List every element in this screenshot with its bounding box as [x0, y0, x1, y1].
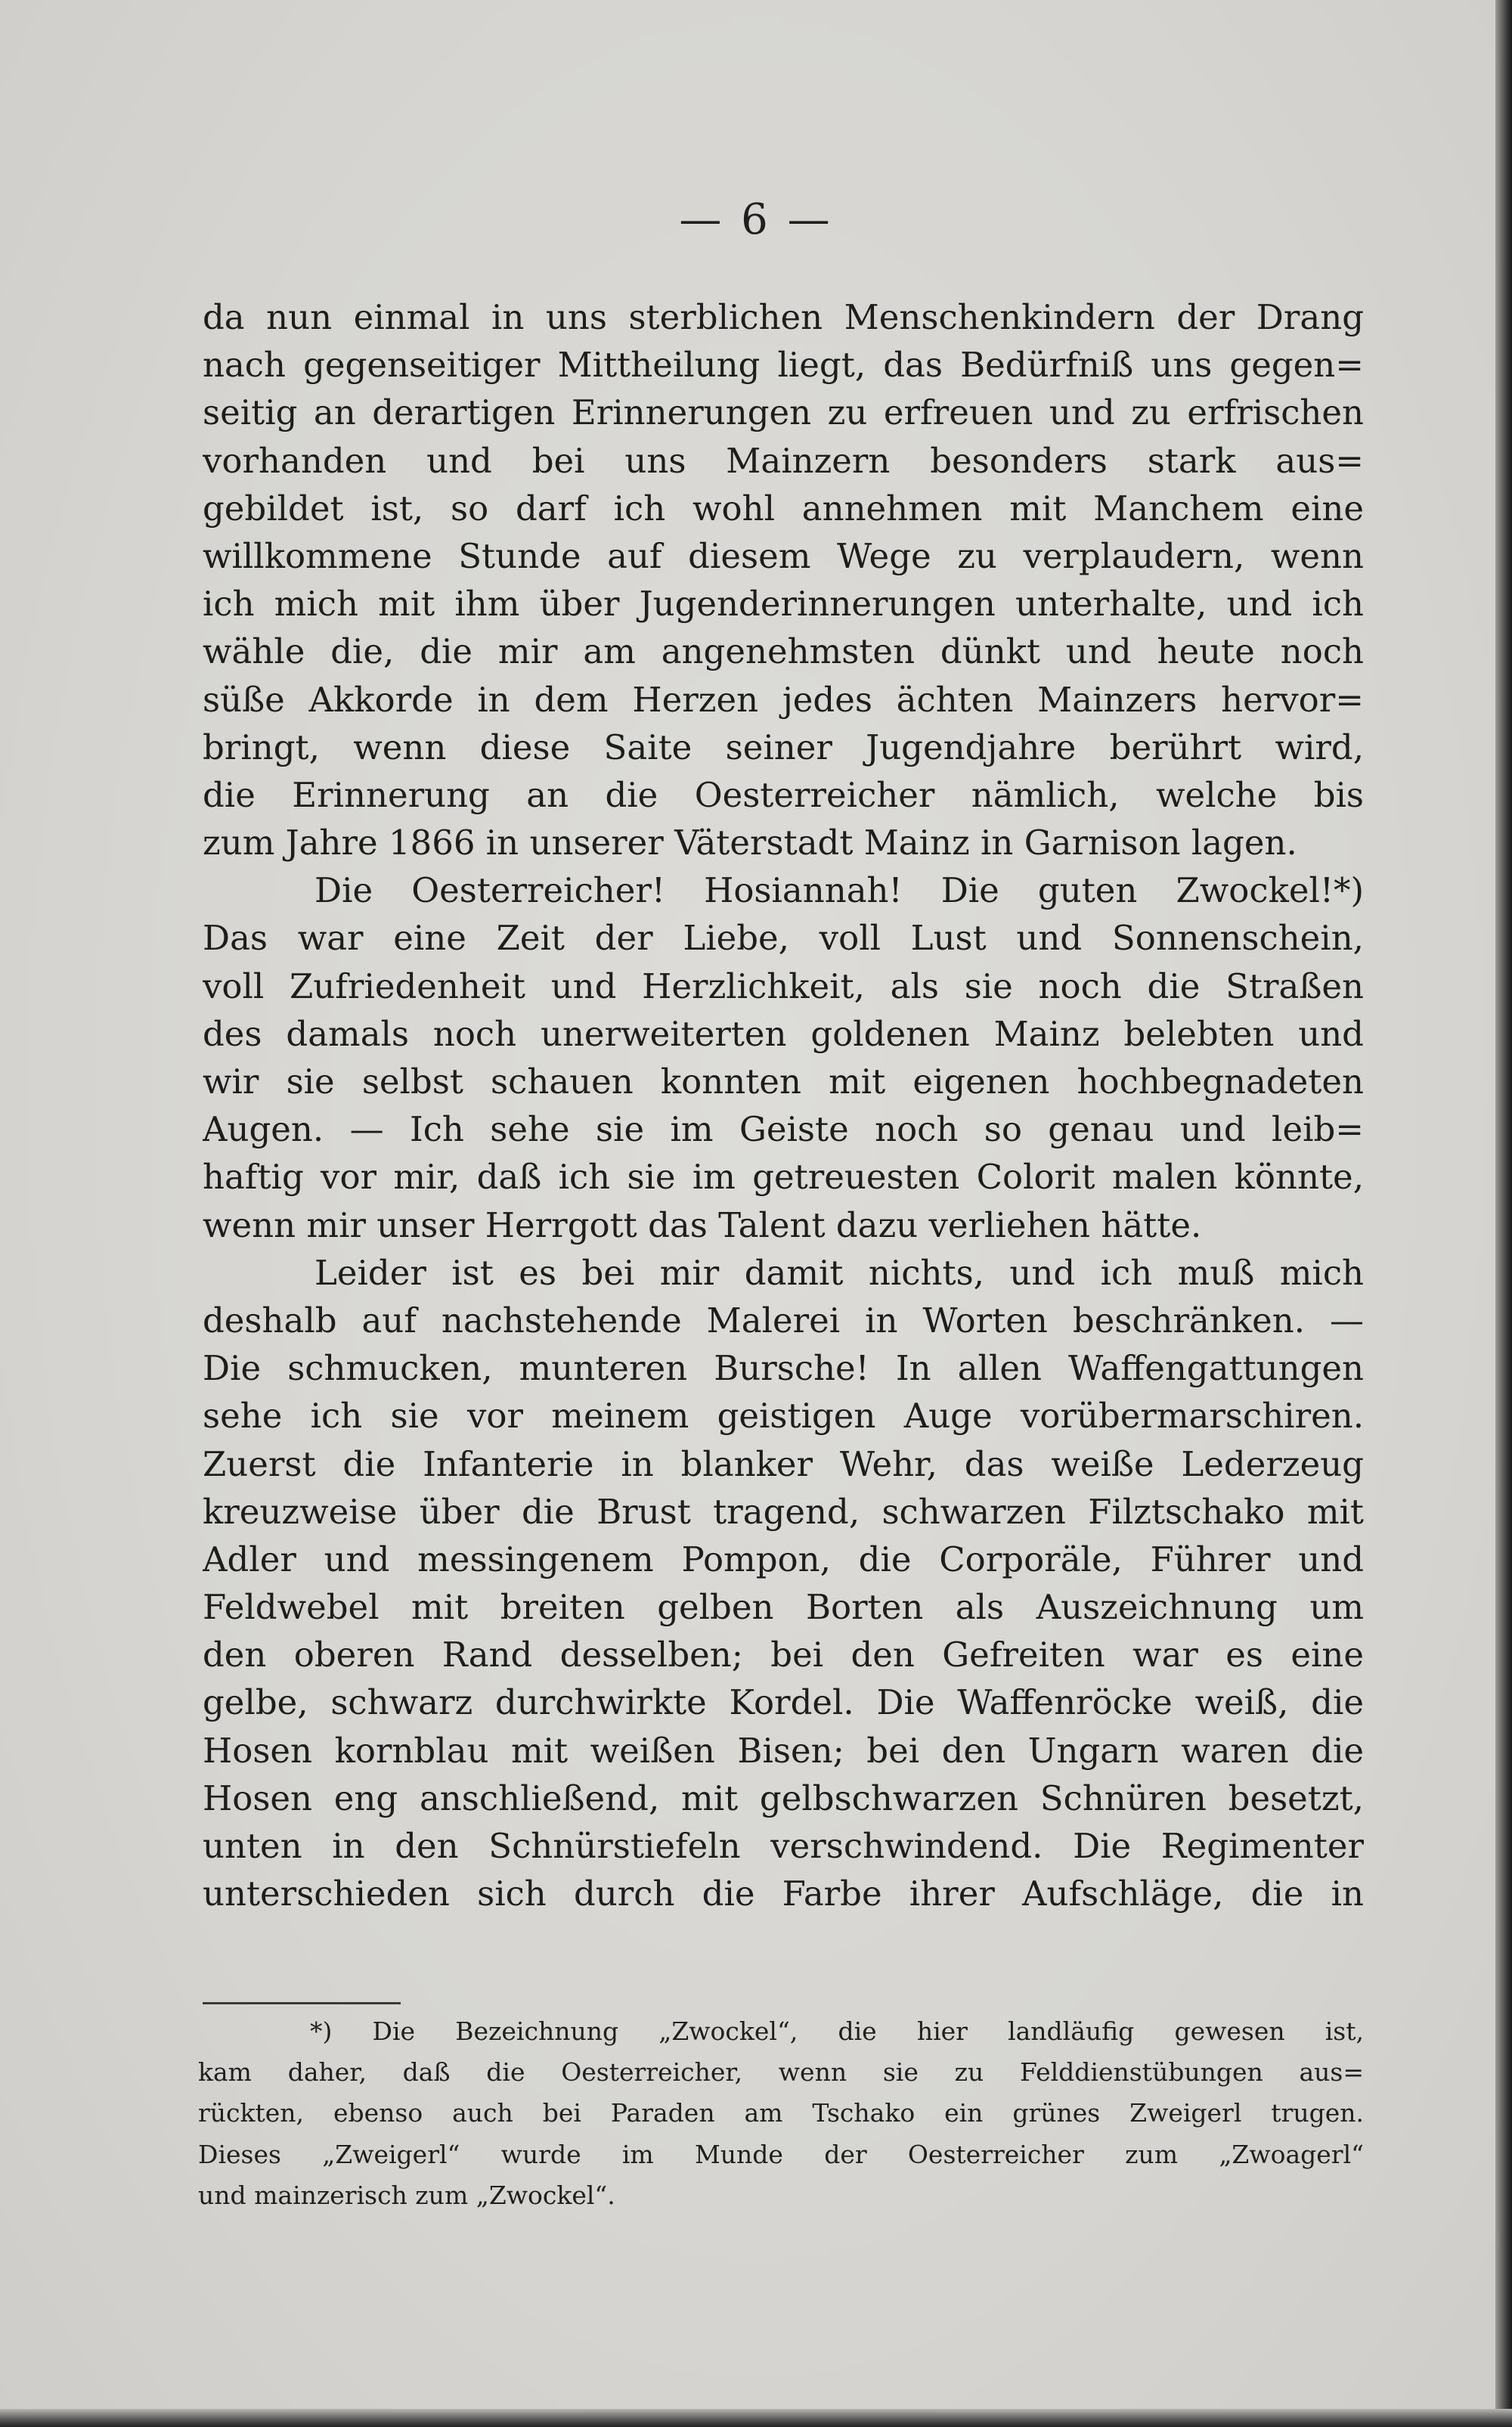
text-line: Hosen eng anschließend, mit gelbschwarzen Schnüren besetzt,	[203, 1778, 1364, 1818]
footnote-line: Dieses „Zweigerl“ wurde im Munde der Oesterreicher zum „Zwoagerl“	[198, 2139, 1364, 2169]
footnote-line: und mainzerisch zum „Zwockel“.	[198, 2180, 615, 2210]
page-edge-shadow	[1495, 0, 1512, 2427]
text-line: wenn mir unser Herrgott das Talent dazu verliehen hätte.	[203, 1204, 1202, 1245]
text-line: Die schmucken, munteren Bursche! In allen Waffengattungen	[203, 1348, 1364, 1389]
text-line: seitig an derartigen Erinnerungen zu erfreuen und zu erfrischen	[203, 392, 1364, 433]
footnote	[198, 2011, 1364, 2216]
text-line: vorhanden und bei uns Mainzern besonders stark aus=	[203, 440, 1364, 481]
text-line: bringt, wenn diese Saite seiner Jugendjahre berührt wird,	[203, 727, 1364, 767]
text-line: Zuerst die Infanterie in blanker Wehr, das weiße Lederzeug	[203, 1443, 1364, 1484]
text-line: den oberen Rand desselben; bei den Gefreiten war es eine	[203, 1635, 1364, 1675]
text-line: unterschieden sich durch die Farbe ihrer Aufschläge, die in	[203, 1874, 1364, 1914]
text-line: zum Jahre 1866 in unserer Väterstadt Mainz in Garnison lagen.	[203, 823, 1297, 863]
page-number: — 6 —	[679, 195, 833, 244]
text-line: haftig vor mir, daß ich sie im getreuesten Colorit malen könnte,	[203, 1157, 1364, 1198]
text-line: Feldwebel mit breiten gelben Borten als Auszeichnung um	[203, 1587, 1364, 1628]
text-line: Hosen kornblau mit weißen Bisen; bei den Ungarn waren die	[203, 1730, 1364, 1771]
text-line: deshalb auf nachstehende Malerei in Worten beschränken. —	[203, 1300, 1364, 1341]
text-line: des damals noch unerweiterten goldenen Mainz belebten und	[203, 1013, 1364, 1054]
text-line: Augen. — Ich sehe sie im Geiste noch so genau und leib=	[203, 1109, 1364, 1150]
page-bottom-shadow	[0, 2409, 1512, 2427]
text-line: da nun einmal in uns sterblichen Menschenkindern der Drang	[203, 297, 1364, 337]
text-line: wähle die, die mir am angenehmsten dünkt und heute noch	[203, 631, 1364, 672]
text-line: unten in den Schnürstiefeln verschwindend. Die Regimenter	[203, 1826, 1364, 1866]
text-line: kreuzweise über die Brust tragend, schwarzen Filztschako mit	[203, 1491, 1364, 1532]
text-line: ich mich mit ihm über Jugenderinnerungen unterhalte, und ich	[203, 584, 1364, 625]
text-line: Das war eine Zeit der Liebe, voll Lust und Sonnenschein,	[203, 918, 1364, 959]
text-line: nach gegenseitiger Mittheilung liegt, das Bedürfniß uns gegen=	[203, 345, 1364, 386]
text-line: süße Akkorde in dem Herzen jedes ächten Mainzers hervor=	[203, 679, 1364, 720]
text-line: voll Zufriedenheit und Herzlichkeit, als sie noch die Straßen	[203, 966, 1364, 1006]
footnote-line: kam daher, daß die Oesterreicher, wenn sie zu Felddienstübungen aus=	[198, 2057, 1364, 2088]
text-line: die Erinnerung an die Oesterreicher nämlich, welche bis	[203, 774, 1364, 815]
text-line: Leider ist es bei mir damit nichts, und ich muß mich	[314, 1252, 1364, 1293]
text-line: gelbe, schwarz durchwirkte Kordel. Die Waffenröcke weiß, die	[203, 1682, 1364, 1723]
body-text	[203, 293, 1364, 1917]
text-line: Adler und messingenem Pompon, die Corporäle, Führer und	[203, 1539, 1364, 1579]
text-line: wir sie selbst schauen konnten mit eigenen hochbegnadeten	[203, 1062, 1364, 1102]
text-line: sehe ich sie vor meinem geistigen Auge vorübermarschiren.	[203, 1396, 1364, 1437]
text-line: gebildet ist, so darf ich wohl annehmen mit Manchem eine	[203, 488, 1364, 528]
footnote-divider	[203, 2002, 401, 2004]
footnote-line: rückten, ebenso auch bei Paraden am Tschako ein grünes Zweigerl trugen.	[198, 2098, 1364, 2128]
text-line: Die Oesterreicher! Hosiannah! Die guten Zwockel!*)	[314, 870, 1364, 911]
text-line: willkommene Stunde auf diesem Wege zu verplaudern, wenn	[203, 535, 1364, 576]
footnote-line: *) Die Bezeichnung „Zwockel“, die hier landläufig gewesen ist,	[310, 2016, 1364, 2046]
